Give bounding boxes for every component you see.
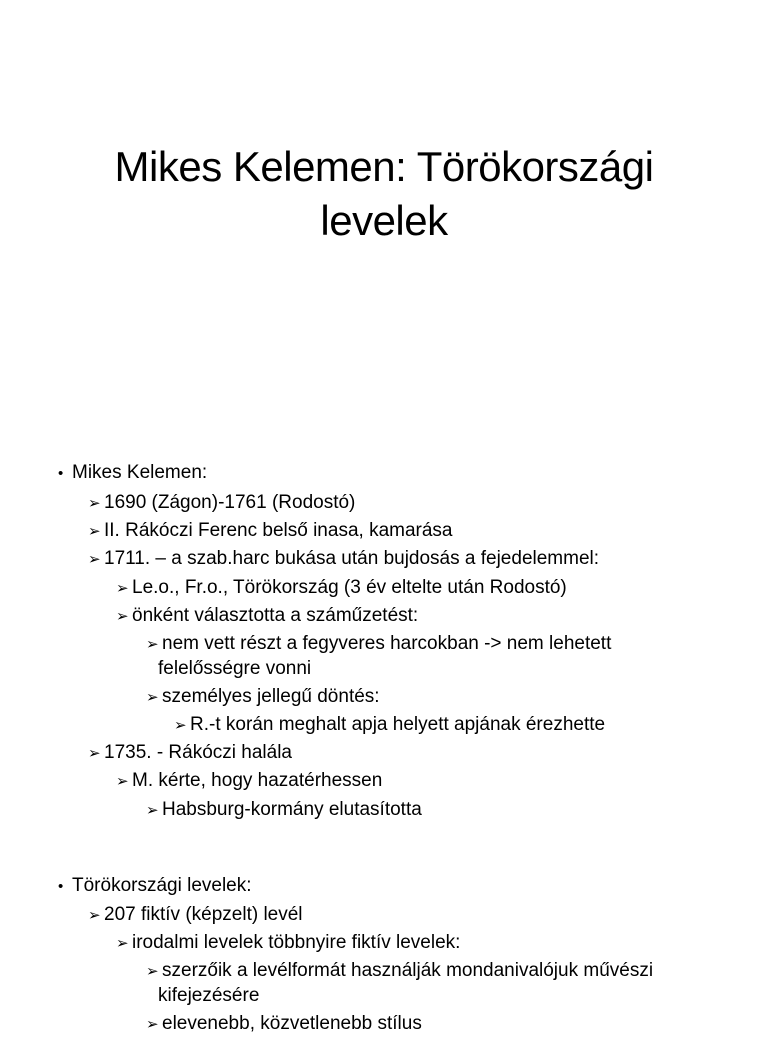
arrow-bullet-icon: ➢ [146,802,159,819]
bullet-text: felelősségre vonni [158,658,312,679]
sub-bullet-item [88,519,453,544]
arrow-bullet-icon: ➢ [146,636,159,653]
sub-bullet-item [88,491,355,516]
bullet-text: 207 fiktív (képzelt) levél [104,904,303,925]
arrow-bullet-icon: ➢ [88,907,101,924]
slide-title: Mikes Kelemen: Törökországi levelek [114,143,654,244]
sub-bullet-item [146,959,653,984]
arrow-bullet-icon: ➢ [146,1016,159,1033]
bullet-text: személyes jellegű döntés: [162,686,380,707]
sub-bullet-item [146,1012,422,1037]
sub-bullet-item [158,984,259,1008]
sub-bullet-item [146,798,422,823]
sub-bullet-item [88,741,292,766]
bullet-text: II. Rákóczi Ferenc belső inasa, kamarása [104,520,453,541]
arrow-bullet-icon: ➢ [116,935,129,952]
bullet-text: nem vett részt a fegyveres harcokban -> nem lehetett [162,633,612,654]
bullet-text: irodalmi levelek többnyire fiktív levelek: [132,932,461,953]
sub-bullet-item [116,576,567,601]
arrow-bullet-icon: ➢ [116,608,129,625]
arrow-bullet-icon: ➢ [174,717,187,734]
bullet-text: R.-t korán meghalt apja helyett apjának érezhette [190,714,606,735]
bullet-text: Habsburg-kormány elutasította [162,799,422,820]
bullet-item [58,874,252,899]
bullet-item [58,461,207,486]
bullet-text: M. kérte, hogy hazatérhessen [132,770,383,791]
bullet-text: önként választotta a száműzetést: [132,605,419,626]
bullet-text: Le.o., Fr.o., Törökország (3 év eltelte után Rodostó) [132,577,567,598]
bullet-dot-icon: • [58,465,64,482]
arrow-bullet-icon: ➢ [88,523,101,540]
sub-bullet-item [158,657,311,681]
bullet-text: Törökországi levelek: [72,875,252,896]
bullet-text: 1690 (Zágon)-1761 (Rodostó) [104,492,356,513]
bullet-text: elevenebb, közvetlenebb stílus [162,1013,422,1034]
arrow-bullet-icon: ➢ [88,495,101,512]
sub-bullet-item [146,632,611,657]
bullet-text: 1735. - Rákóczi halála [104,742,292,763]
arrow-bullet-icon: ➢ [88,745,101,762]
bullet-text: szerzőik a levélformát használják mondanivalójuk művészi [162,960,654,981]
sub-bullet-item [116,604,418,629]
arrow-bullet-icon: ➢ [116,580,129,597]
bullet-dot-icon: • [58,878,64,895]
sub-bullet-item [174,713,605,738]
arrow-bullet-icon: ➢ [146,689,159,706]
sub-bullet-item [88,547,599,572]
bullet-text: kifejezésére [158,985,260,1006]
bullet-text: Mikes Kelemen: [72,462,208,483]
bullet-text: 1711. – a szab.harc bukása után bujdosás a fejedelemmel: [104,548,600,569]
arrow-bullet-icon: ➢ [88,551,101,568]
arrow-bullet-icon: ➢ [146,963,159,980]
sub-bullet-item [116,769,382,794]
sub-bullet-item [88,903,303,928]
sub-bullet-item [146,685,380,710]
arrow-bullet-icon: ➢ [116,773,129,790]
sub-bullet-item [116,931,460,956]
